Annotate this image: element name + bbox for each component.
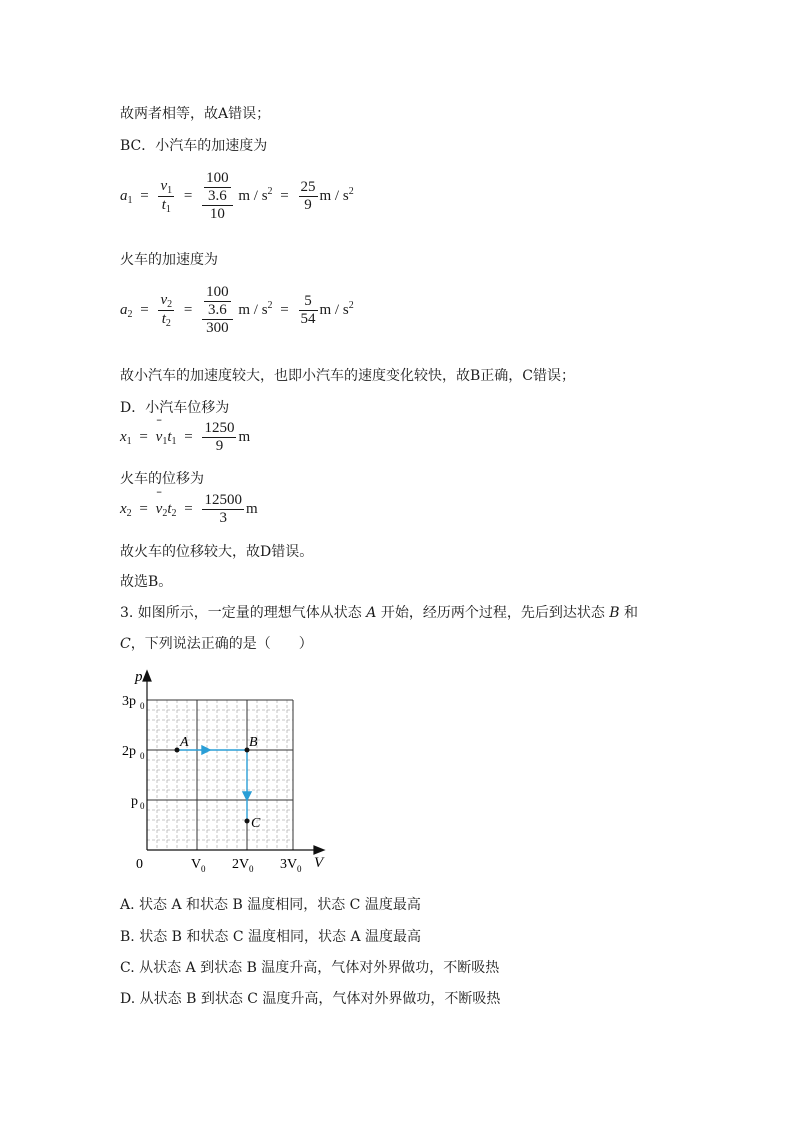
sub: 1: [127, 194, 133, 206]
svg-text:2p: [122, 744, 136, 759]
var-v-bar: v: [155, 428, 163, 445]
den: 9: [299, 196, 318, 214]
y-tick-2p0: [122, 744, 145, 761]
svg-text:2V: [232, 857, 249, 872]
y-tick-3p0: [122, 694, 145, 711]
q3-text: 3. 如图所示，一定量的理想气体从状态: [120, 605, 362, 621]
x-tick-3v0: [280, 857, 302, 874]
var-x: x: [120, 428, 127, 445]
sub: 2: [171, 507, 177, 519]
den-3-6: 3.6: [204, 301, 231, 319]
var-a: a: [120, 301, 128, 318]
sub: 2: [162, 507, 168, 519]
state-a: A: [366, 605, 377, 621]
sub: 2: [165, 318, 171, 329]
unit: m / s: [238, 187, 268, 204]
point-c-label: C: [251, 816, 261, 831]
sub: 1: [126, 435, 132, 447]
origin-label: 0: [136, 857, 143, 872]
sup: 2: [267, 299, 273, 311]
y-label-text: 2p: [122, 744, 136, 759]
text-line-8: 故选B。: [120, 574, 173, 590]
den-10: 10: [202, 205, 233, 223]
option-a[interactable]: A. 状态 A 和状态 B 温度相同，状态 C 温度最高: [120, 897, 421, 913]
svg-text:V: [191, 857, 201, 872]
unit: m / s: [238, 301, 268, 318]
formula-x2: $x_2$ = ˉ $v_2t_2$ = $\frac{12500}{3}$ m: [120, 488, 258, 526]
option-b[interactable]: B. 状态 B 和状态 C 温度相同，状态 A 温度最高: [120, 929, 421, 945]
text-line-2: BC．小汽车的加速度为: [120, 138, 268, 154]
subscript-zero: 0: [140, 751, 145, 761]
subscript-zero: 0: [140, 801, 145, 811]
q3-text: ，下列说法正确的是（ ）: [130, 636, 313, 652]
frac-result: [299, 179, 318, 214]
state-c: C: [120, 636, 131, 652]
var-v: v: [160, 292, 168, 308]
grid-fine: [147, 700, 293, 850]
sub: 2: [167, 299, 173, 310]
num-100: 100: [206, 170, 229, 186]
var-v: v: [160, 178, 168, 194]
frac-x1: [202, 420, 236, 455]
unit: m / s: [319, 187, 349, 204]
num-100: 100: [206, 284, 229, 300]
svg-text:3V: [280, 857, 297, 872]
point-b-label: B: [249, 735, 258, 750]
frac-v1-t1: [158, 178, 174, 215]
sup: 2: [267, 185, 273, 197]
sup: 2: [348, 185, 354, 197]
pv-graph: [120, 665, 360, 885]
text-line-1: 故两者相等，故A错误；: [120, 106, 271, 122]
sub: 1: [167, 185, 173, 196]
point-c-dot: [245, 819, 250, 824]
unit-m: m: [245, 500, 258, 517]
q3-text: 和: [624, 605, 639, 621]
x-label-text: 3V: [280, 857, 298, 872]
var-a: a: [120, 187, 128, 204]
question-3-line-2: [120, 633, 313, 653]
subscript-zero: 0: [201, 864, 206, 874]
subscript-zero: 0: [297, 864, 302, 874]
svg-text:3p: [122, 694, 136, 709]
formula-a1: $a_1$ = $\frac{v_1}{t_1}$ = $\frac{\frac{100}{3.6}}{10}$ m / $s^2$ = $\frac{25}{9}$ m / $s^2$: [120, 170, 354, 222]
frac-result: [299, 293, 318, 328]
sub: 1: [165, 204, 171, 215]
axis-label-v: V: [314, 855, 324, 871]
frac-compound: [202, 284, 233, 337]
svg-text:p: [131, 794, 138, 809]
var-t: t: [167, 428, 172, 445]
option-c[interactable]: C. 从状态 A 到状态 B 温度升高，气体对外界做功，不断吸热: [120, 960, 500, 976]
var-v-bar: v: [155, 500, 163, 517]
formula-x1: $x_1$ = ˉ $v_1t_1$ = $\frac{1250}{9}$ m: [120, 416, 251, 454]
num: 25: [300, 179, 316, 195]
var-t: t: [161, 311, 166, 327]
sub: 2: [127, 308, 133, 320]
grid-major: [147, 700, 293, 850]
x-label-text: 2V: [232, 857, 250, 872]
sub: 1: [171, 435, 177, 447]
x-label-text: V: [191, 857, 202, 872]
option-d[interactable]: D. 从状态 B 到状态 C 温度升高，气体对外界做功，不断吸热: [120, 991, 501, 1007]
num: 1250: [204, 420, 235, 436]
den-300: 300: [202, 319, 233, 337]
unit: m / s: [319, 301, 349, 318]
var-x: x: [120, 500, 127, 517]
state-b: B: [609, 605, 620, 621]
axis-label-p: p: [135, 669, 143, 685]
point-a-label: A: [180, 735, 189, 750]
text-line-7: 故火车的位移较大，故D错误。: [120, 544, 314, 560]
y-tick-p0: [131, 794, 145, 811]
frac-compound: [202, 170, 233, 223]
den-3-6: 3.6: [204, 187, 231, 205]
var-t: t: [167, 500, 172, 517]
question-3-line-1: [120, 602, 638, 622]
formula-a2: $a_2$ = $\frac{v_2}{t_2}$ = $\frac{\frac{100}{3.6}}{300}$ m / $s^2$ = $\frac{5}{54}$ m / $s^2$: [120, 284, 354, 336]
subscript-zero: 0: [249, 864, 254, 874]
y-label-text: 3p: [122, 694, 136, 709]
text-line-6: 火车的位移为: [120, 471, 204, 487]
var-t: t: [161, 197, 166, 213]
num: 12500: [204, 492, 242, 508]
y-label-text: p: [131, 794, 138, 809]
axes: [143, 671, 324, 854]
sup: 2: [348, 299, 354, 311]
text-line-3: 火车的加速度为: [120, 252, 218, 268]
den: 9: [202, 437, 236, 455]
den: 3: [202, 509, 244, 527]
den: 54: [300, 311, 316, 327]
subscript-zero: 0: [140, 701, 145, 711]
x-tick-2v0: [232, 857, 254, 874]
frac-x2: [202, 492, 244, 527]
q3-text: 开始，经历两个过程，先后到达状态: [380, 605, 605, 621]
frac-v2-t2: [158, 292, 174, 329]
num: 5: [304, 293, 312, 309]
point-a-dot: [175, 748, 180, 753]
sub: 1: [162, 435, 168, 447]
unit-m: m: [238, 428, 251, 445]
sub: 2: [126, 507, 132, 519]
text-line-4: 故小汽车的加速度较大，也即小汽车的速度变化较快，故B正确，C错误；: [120, 368, 575, 384]
x-tick-v0: [191, 857, 206, 874]
text-line-5: D．小汽车位移为: [120, 400, 230, 416]
